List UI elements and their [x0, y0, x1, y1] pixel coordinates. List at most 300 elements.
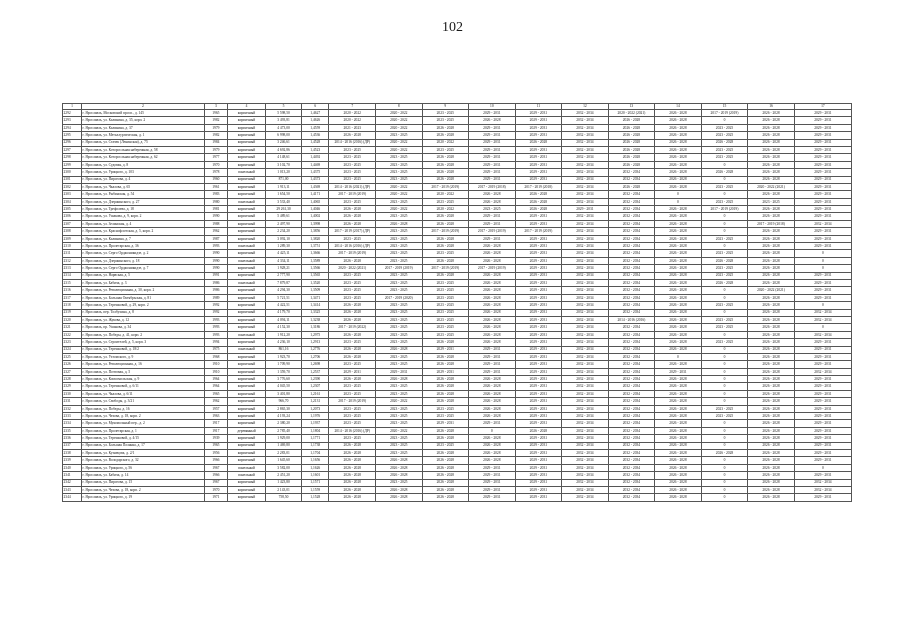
table-cell: 2032 - 2034 — [608, 294, 655, 301]
table-cell: 2029 - 2031 — [794, 376, 851, 383]
table-cell: 1984 — [204, 139, 227, 146]
table-cell: 2032 - 2034 — [608, 272, 655, 279]
table-cell: 2026 - 2028 — [469, 257, 516, 264]
table-cell: 2026 - 2028 — [748, 435, 795, 442]
table-cell: 0 — [794, 464, 851, 471]
table-cell: 2023 - 2025 — [422, 250, 469, 257]
address-cell: г. Ярославль, ул. Урицкого, д. 56 — [82, 464, 205, 471]
table-cell: 1,1771 — [301, 435, 328, 442]
table-cell: 2023 - 2025 — [701, 265, 748, 272]
table-cell: 1,4536 — [301, 132, 328, 139]
table-cell: 2026 - 2028 — [748, 361, 795, 368]
table-cell: 2026 - 2028 — [422, 213, 469, 220]
table-cell: 2023 - 2025 — [329, 294, 376, 301]
table-row — [63, 198, 852, 205]
table-cell: 4 152,30 — [266, 324, 302, 331]
table-cell: 2017 - 2019 (2018) — [469, 183, 516, 190]
table-cell: 2032 - 2034 — [794, 368, 851, 375]
table-cell: 2032 - 2034 — [562, 413, 609, 420]
table-row — [63, 228, 852, 235]
table-cell: кирпичный — [227, 228, 265, 235]
table-cell: 2026 - 2028 — [469, 442, 516, 449]
table-cell: 2026 - 2028 — [655, 442, 702, 449]
table-cell: 0 — [701, 464, 748, 471]
table-cell: 1,3520 — [301, 279, 328, 286]
table-cell: 2032 - 2034 — [562, 472, 609, 479]
table-row — [63, 154, 852, 161]
table-cell: 2029 - 2031 — [469, 124, 516, 131]
table-cell: 2029 - 2031 — [794, 494, 851, 501]
table-cell: 2026 - 2028 — [329, 494, 376, 501]
table-cell: 2029 - 2031 — [794, 206, 851, 213]
table-cell: 1981 — [204, 206, 227, 213]
table-cell: 2026 - 2028 — [655, 479, 702, 486]
address-cell: г. Ярославль, ул. Чехова, д. 18, корп. 2 — [82, 486, 205, 493]
row-number-cell: 2307 — [63, 220, 82, 227]
table-row — [63, 287, 852, 294]
table-cell: 4 236,10 — [266, 339, 302, 346]
table-cell: 2026 - 2028 — [608, 132, 655, 139]
address-cell: г. Ярославль, ул. Пролетарская, д. 36 — [82, 243, 205, 250]
table-cell: 1956 — [204, 449, 227, 456]
table-cell: 2029 - 2031 — [655, 368, 702, 375]
table-cell: 2017 - 2019 (2019) — [422, 228, 469, 235]
table-cell: 2026 - 2028 — [655, 206, 702, 213]
table-cell: 1,3414 — [301, 302, 328, 309]
table-cell: 2023 - 2025 — [376, 213, 423, 220]
table-cell: 2020 - 2022 — [422, 206, 469, 213]
table-cell: 2029 - 2031 — [794, 169, 851, 176]
table-cell: 2032 - 2034 — [562, 235, 609, 242]
table-cell: 2026 - 2028 — [608, 161, 655, 168]
table-cell: 2020 - 2022 (2021) — [748, 183, 795, 190]
table-cell: 2023 - 2025 — [329, 235, 376, 242]
table-cell: 2032 - 2034 — [562, 479, 609, 486]
table-cell: 2023 - 2025 — [376, 383, 423, 390]
table-cell: 4 094,11 — [266, 316, 302, 323]
table-cell: 2026 - 2028 — [422, 398, 469, 405]
table-row — [63, 294, 852, 301]
table-cell: 2026 - 2028 — [748, 464, 795, 471]
table-cell: 1966 — [204, 472, 227, 479]
table-cell: кирпичный — [227, 435, 265, 442]
table-cell: кирпичный — [227, 206, 265, 213]
row-number-cell: 2304 — [63, 198, 82, 205]
table-row — [63, 316, 852, 323]
table-cell: 2032 - 2034 — [562, 390, 609, 397]
table-cell: 2026 - 2028 — [422, 257, 469, 264]
table-cell: кирпичный — [227, 287, 265, 294]
table-cell: 2032 - 2034 — [562, 146, 609, 153]
table-cell: 2026 - 2028 — [748, 146, 795, 153]
table-cell: 2032 - 2034 — [608, 265, 655, 272]
table-cell: 2026 - 2028 — [329, 457, 376, 464]
table-cell: 0 — [701, 361, 748, 368]
table-cell: 2032 - 2034 — [562, 265, 609, 272]
table-cell: 2017 - 2019 (2019) — [515, 228, 562, 235]
table-cell: 2029 - 2031 — [515, 398, 562, 405]
table-cell: 1993 — [204, 243, 227, 250]
table-cell: 2032 - 2034 — [608, 405, 655, 412]
table-cell: 1,4627 — [301, 110, 328, 117]
table-cell: 2026 - 2028 — [748, 191, 795, 198]
table-cell: 2032 - 2034 — [608, 176, 655, 183]
table-cell: 0 — [701, 331, 748, 338]
table-cell: 1993 — [204, 324, 227, 331]
table-row — [63, 442, 852, 449]
table-cell: 2023 - 2025 — [422, 287, 469, 294]
table-cell: 2023 - 2025 — [701, 272, 748, 279]
table-cell: 2026 - 2028 — [515, 139, 562, 146]
table-cell: 2032 - 2034 — [608, 228, 655, 235]
table-cell: 2032 - 2034 — [608, 302, 655, 309]
table-row — [63, 257, 852, 264]
row-number-cell: 2328 — [63, 376, 82, 383]
table-cell: 1990 — [204, 250, 227, 257]
table-cell: 1,1704 — [301, 449, 328, 456]
table-cell: 2032 - 2034 — [562, 257, 609, 264]
row-number-cell: 2337 — [63, 442, 82, 449]
table-cell: 2026 - 2028 — [422, 464, 469, 471]
table-row — [63, 191, 852, 198]
table-cell: 2026 - 2028 — [655, 383, 702, 390]
table-cell: 2032 - 2034 — [608, 287, 655, 294]
table-cell: 2029 - 2031 — [469, 494, 516, 501]
table-cell: 2020 - 2022 — [376, 124, 423, 131]
table-cell: 2029 - 2031 — [794, 390, 851, 397]
table-cell: 2029 - 2031 — [515, 346, 562, 353]
table-cell: 0 — [701, 309, 748, 316]
table-cell: 2032 - 2034 — [562, 250, 609, 257]
table-cell: 2029 - 2031 — [469, 146, 516, 153]
table-cell: 0 — [701, 161, 748, 168]
table-cell: 2026 - 2028 — [422, 479, 469, 486]
table-cell: 0 — [794, 257, 851, 264]
table-cell: 2021 - 2023 — [329, 124, 376, 131]
table-cell: 2029 - 2031 — [469, 353, 516, 360]
address-cell: г. Ярославль, ул. Революционная, д. 16 — [82, 361, 205, 368]
table-cell: 2026 - 2028 — [422, 169, 469, 176]
table-cell: 2014 - 2016 (2016) (ДР) — [329, 139, 376, 146]
table-cell: 1970 — [204, 486, 227, 493]
table-cell: 1,2307 — [301, 383, 328, 390]
table-row — [63, 176, 852, 183]
table-cell: 2023 - 2025 — [329, 176, 376, 183]
table-cell: 0 — [701, 117, 748, 124]
row-number-cell: 2297 — [63, 146, 82, 153]
table-cell: 2032 - 2034 — [562, 169, 609, 176]
table-cell: 2023 - 2025 — [422, 302, 469, 309]
address-cell: г. Ярославль, ул. Победы, д. 41, корп. 2 — [82, 331, 205, 338]
table-cell: 0 — [701, 494, 748, 501]
table-cell: 2032 - 2034 — [608, 479, 655, 486]
table-cell: 2032 - 2034 — [608, 376, 655, 383]
table-cell: 2017 - 2019 (2019) — [329, 398, 376, 405]
table-cell: 0 — [701, 383, 748, 390]
table-cell: кирпичный — [227, 449, 265, 456]
table-cell: 2023 - 2025 — [376, 176, 423, 183]
table-cell: 0 — [701, 220, 748, 227]
table-cell: 2026 - 2028 — [608, 183, 655, 190]
table-cell: 1980 — [204, 198, 227, 205]
table-cell: 2032 - 2034 — [608, 413, 655, 420]
table-cell: 2032 - 2034 — [562, 161, 609, 168]
table-cell: 2023 - 2025 — [701, 146, 748, 153]
table-cell: 2026 - 2028 — [655, 213, 702, 220]
table-cell: 1982 — [204, 132, 227, 139]
table-cell: 2026 - 2028 — [376, 346, 423, 353]
column-number-8: 8 — [376, 104, 423, 110]
table-cell: 3 401,80 — [266, 390, 302, 397]
table-cell: 2026 - 2028 — [748, 250, 795, 257]
table-cell: 2026 - 2028 — [655, 361, 702, 368]
address-cell: г. Ярославль, пер. Толбухина, д. 8 — [82, 309, 205, 316]
table-cell: 1,4171 — [301, 191, 328, 198]
table-row — [63, 457, 852, 464]
row-number-cell: 2309 — [63, 235, 82, 242]
table-cell: 2026 - 2028 — [376, 220, 423, 227]
table-cell: 1 469,80 — [266, 442, 302, 449]
table-cell: 1962 — [204, 398, 227, 405]
table-cell: 2023 - 2025 — [469, 206, 516, 213]
table-cell: 0 — [655, 191, 702, 198]
table-cell: 2026 - 2028 — [329, 257, 376, 264]
table-cell: 2026 - 2028 — [748, 442, 795, 449]
table-cell: 2032 - 2034 — [562, 376, 609, 383]
table-cell: 2026 - 2028 — [655, 494, 702, 501]
address-cell: г. Ярославль, ул. Нарвская, д. 5 — [82, 272, 205, 279]
table-cell: 2026 - 2028 — [422, 243, 469, 250]
row-number-cell: 2296 — [63, 139, 82, 146]
table-cell: 2023 - 2025 — [376, 198, 423, 205]
table-cell: 2029 - 2031 — [469, 472, 516, 479]
table-cell: 2026 - 2028 — [655, 420, 702, 427]
table-cell: 2029 - 2031 — [515, 265, 562, 272]
table-cell: 1,4065 — [301, 198, 328, 205]
row-number-cell: 2318 — [63, 302, 82, 309]
table-cell: 2029 - 2031 — [422, 420, 469, 427]
table-cell: 2029 - 2031 — [515, 220, 562, 227]
table-cell: 2026 - 2028 — [422, 449, 469, 456]
table-cell: 2032 - 2034 — [562, 346, 609, 353]
table-row — [63, 464, 852, 471]
table-cell: 2026 - 2028 — [748, 161, 795, 168]
table-cell: 2026 - 2028 — [329, 479, 376, 486]
row-number-cell: 2294 — [63, 124, 82, 131]
table-cell: 0 — [701, 479, 748, 486]
table-cell: 2029 - 2031 — [515, 457, 562, 464]
table-cell: 2026 - 2028 — [655, 132, 702, 139]
table-cell: 2023 - 2025 — [329, 435, 376, 442]
address-cell: г. Ярославль, пр. Ушакова, д. 34 — [82, 324, 205, 331]
table-cell: 2026 - 2028 — [422, 427, 469, 434]
table-cell: 1 013,20 — [266, 169, 302, 176]
row-number-cell: 2331 — [63, 398, 82, 405]
table-cell: 2032 - 2034 — [608, 361, 655, 368]
table-cell: кирпичный — [227, 265, 265, 272]
table-cell: 1964 — [204, 376, 227, 383]
table-cell: 2023 - 2025 — [748, 198, 795, 205]
table-cell: 871,00 — [266, 176, 302, 183]
table-cell: 2026 - 2028 — [469, 294, 516, 301]
table-cell: 2017 - 2019 (2017) (ДР) — [329, 228, 376, 235]
table-cell: 2 451,20 — [266, 472, 302, 479]
table-cell: 1957 — [204, 405, 227, 412]
table-cell: 2 234,20 — [266, 228, 302, 235]
table-cell: 2020 - 2022 (2021) — [748, 287, 795, 294]
table-cell: 2026 - 2028 — [422, 457, 469, 464]
table-cell: 2 380,20 — [266, 420, 302, 427]
row-number-cell: 2319 — [63, 309, 82, 316]
table-cell: 2017 - 2019 (2022) — [329, 324, 376, 331]
table-cell: 2023 - 2025 — [376, 287, 423, 294]
address-cell: г. Ярославль, ул. Кузнецова, д. 2/1 — [82, 449, 205, 456]
table-cell: 2023 - 2025 — [701, 339, 748, 346]
table-row — [63, 117, 852, 124]
table-cell: 1977 — [204, 154, 227, 161]
table-cell: 2029 - 2031 — [469, 110, 516, 117]
table-cell: 2020 - 2022 — [329, 117, 376, 124]
row-number-cell: 2330 — [63, 390, 82, 397]
table-cell: 2023 - 2025 — [329, 405, 376, 412]
table-cell: 2029 - 2031 — [469, 361, 516, 368]
table-cell: 2032 - 2034 — [562, 324, 609, 331]
table-cell: 2032 - 2034 — [608, 220, 655, 227]
table-cell: 2032 - 2034 — [562, 368, 609, 375]
table-cell: 1917 — [204, 427, 227, 434]
table-row — [63, 243, 852, 250]
table-cell: 2029 - 2031 — [794, 213, 851, 220]
table-cell: 1,3509 — [301, 287, 328, 294]
table-cell: 2026 - 2028 — [701, 449, 748, 456]
table-cell: 7 879,87 — [266, 279, 302, 286]
table-cell: 1986 — [204, 287, 227, 294]
table-cell: 2020 - 2022 — [376, 110, 423, 117]
table-cell: 758,50 — [266, 494, 302, 501]
address-cell: г. Ярославль, ул. Революционная, д. 30, корп. 2 — [82, 287, 205, 294]
table-cell: 0 — [701, 486, 748, 493]
table-cell: 2026 - 2028 — [748, 353, 795, 360]
table-cell: 2029 - 2031 — [794, 405, 851, 412]
table-cell: 2029 - 2031 — [794, 442, 851, 449]
table-cell: 1,3566 — [301, 265, 328, 272]
row-number-cell: 2293 — [63, 117, 82, 124]
table-cell: 2026 - 2028 — [422, 235, 469, 242]
table-cell: 1,4626 — [301, 117, 328, 124]
table-cell: 1,2776 — [301, 346, 328, 353]
row-number-cell: 2341 — [63, 472, 82, 479]
table-cell: 1,1656 — [301, 457, 328, 464]
row-number-cell: 2316 — [63, 287, 82, 294]
table-cell: 2020 - 2022 — [376, 191, 423, 198]
table-cell: 1991 — [204, 272, 227, 279]
column-number-16: 16 — [748, 104, 795, 110]
table-cell: 3 533,40 — [266, 198, 302, 205]
table-cell: 2026 - 2028 — [329, 206, 376, 213]
table-cell: 2032 - 2034 — [608, 449, 655, 456]
table-row — [63, 420, 852, 427]
table-cell: 2032 - 2034 — [562, 309, 609, 316]
table-cell: 2023 - 2025 — [376, 279, 423, 286]
address-cell: г. Ярославль, ул. Жукова, д. 12 — [82, 316, 205, 323]
table-cell: 2032 - 2034 — [608, 383, 655, 390]
table-cell: 2023 - 2025 — [329, 420, 376, 427]
table-cell: 2026 - 2028 — [748, 169, 795, 176]
table-cell: 2029 - 2031 — [515, 464, 562, 471]
table-cell: кирпичный — [227, 117, 265, 124]
table-cell: 2017 - 2019 (2019) — [329, 191, 376, 198]
table-row — [63, 272, 852, 279]
table-cell: 4 473,00 — [266, 124, 302, 131]
table-cell: 2023 - 2025 — [701, 250, 748, 257]
table-cell: 1 913,11 — [266, 183, 302, 190]
row-number-cell: 2343 — [63, 486, 82, 493]
address-cell: г. Ярославль, ул. Рыбинская, д. 54 — [82, 191, 205, 198]
address-cell: г. Ярославль, ул. Пирогова, д. 15 — [82, 479, 205, 486]
table-cell: 2026 - 2028 — [515, 427, 562, 434]
table-cell: 2032 - 2034 — [562, 486, 609, 493]
table-cell: 2029 - 2031 — [469, 213, 516, 220]
address-cell: г. Ярославль, ул. Металлургическая, д. 1 — [82, 132, 205, 139]
table-cell: 2029 - 2031 — [515, 361, 562, 368]
table-cell: 2026 - 2028 — [469, 287, 516, 294]
table-cell: 1983 — [204, 191, 227, 198]
table-cell: 4 334,11 — [266, 257, 302, 264]
table-cell: 2032 - 2034 — [794, 486, 851, 493]
table-cell: 2026 - 2028 — [422, 383, 469, 390]
table-cell: 0 — [701, 243, 748, 250]
table-cell: 2017 - 2019 (2019) — [469, 228, 516, 235]
table-cell: 2032 - 2034 — [608, 486, 655, 493]
table-cell: 2029 - 2031 — [515, 324, 562, 331]
table-cell: 2014 - 2016 (2021) (ДР) — [329, 183, 376, 190]
address-cell: г. Ярославль, ул. Калинина, д. 7 — [82, 235, 205, 242]
table-cell: 1,1626 — [301, 464, 328, 471]
table-cell: 1,4523 — [301, 146, 328, 153]
table-cell: 1,3589 — [301, 257, 328, 264]
table-cell: 0 — [701, 287, 748, 294]
row-number-cell: 2311 — [63, 250, 82, 257]
table-cell: 2032 - 2034 — [562, 124, 609, 131]
table-cell: 2029 - 2031 — [515, 117, 562, 124]
table-cell: 2026 - 2028 — [748, 413, 795, 420]
table-cell: 2026 - 2028 — [655, 228, 702, 235]
table-cell: 2029 - 2031 — [469, 132, 516, 139]
table-cell: 2026 - 2028 — [469, 279, 516, 286]
table-cell: кирпичный — [227, 110, 265, 117]
table-cell: 2026 - 2028 — [655, 124, 702, 131]
table-cell: 2029 - 2031 — [469, 235, 516, 242]
table-cell: 1965 — [204, 442, 227, 449]
table-row — [63, 183, 852, 190]
table-cell: 2026 - 2028 — [655, 154, 702, 161]
table-cell: кирпичный — [227, 146, 265, 153]
table-cell: 2023 - 2025 — [376, 353, 423, 360]
table-cell: 2032 - 2034 — [608, 420, 655, 427]
table-cell: 2032 - 2034 — [562, 213, 609, 220]
table-cell: кирпичный — [227, 457, 265, 464]
table-cell: 1992 — [204, 302, 227, 309]
table-cell: 2020 - 2022 — [376, 427, 423, 434]
table-cell: 1,4375 — [301, 169, 328, 176]
table-cell: 2032 - 2034 — [608, 368, 655, 375]
table-cell: 1,4002 — [301, 213, 328, 220]
table-cell: 2023 - 2025 — [701, 405, 748, 412]
row-number-cell: 2317 — [63, 294, 82, 301]
table-cell: 2029 - 2031 — [515, 124, 562, 131]
table-cell: 1,2698 — [301, 361, 328, 368]
table-cell: 2026 - 2028 — [422, 435, 469, 442]
